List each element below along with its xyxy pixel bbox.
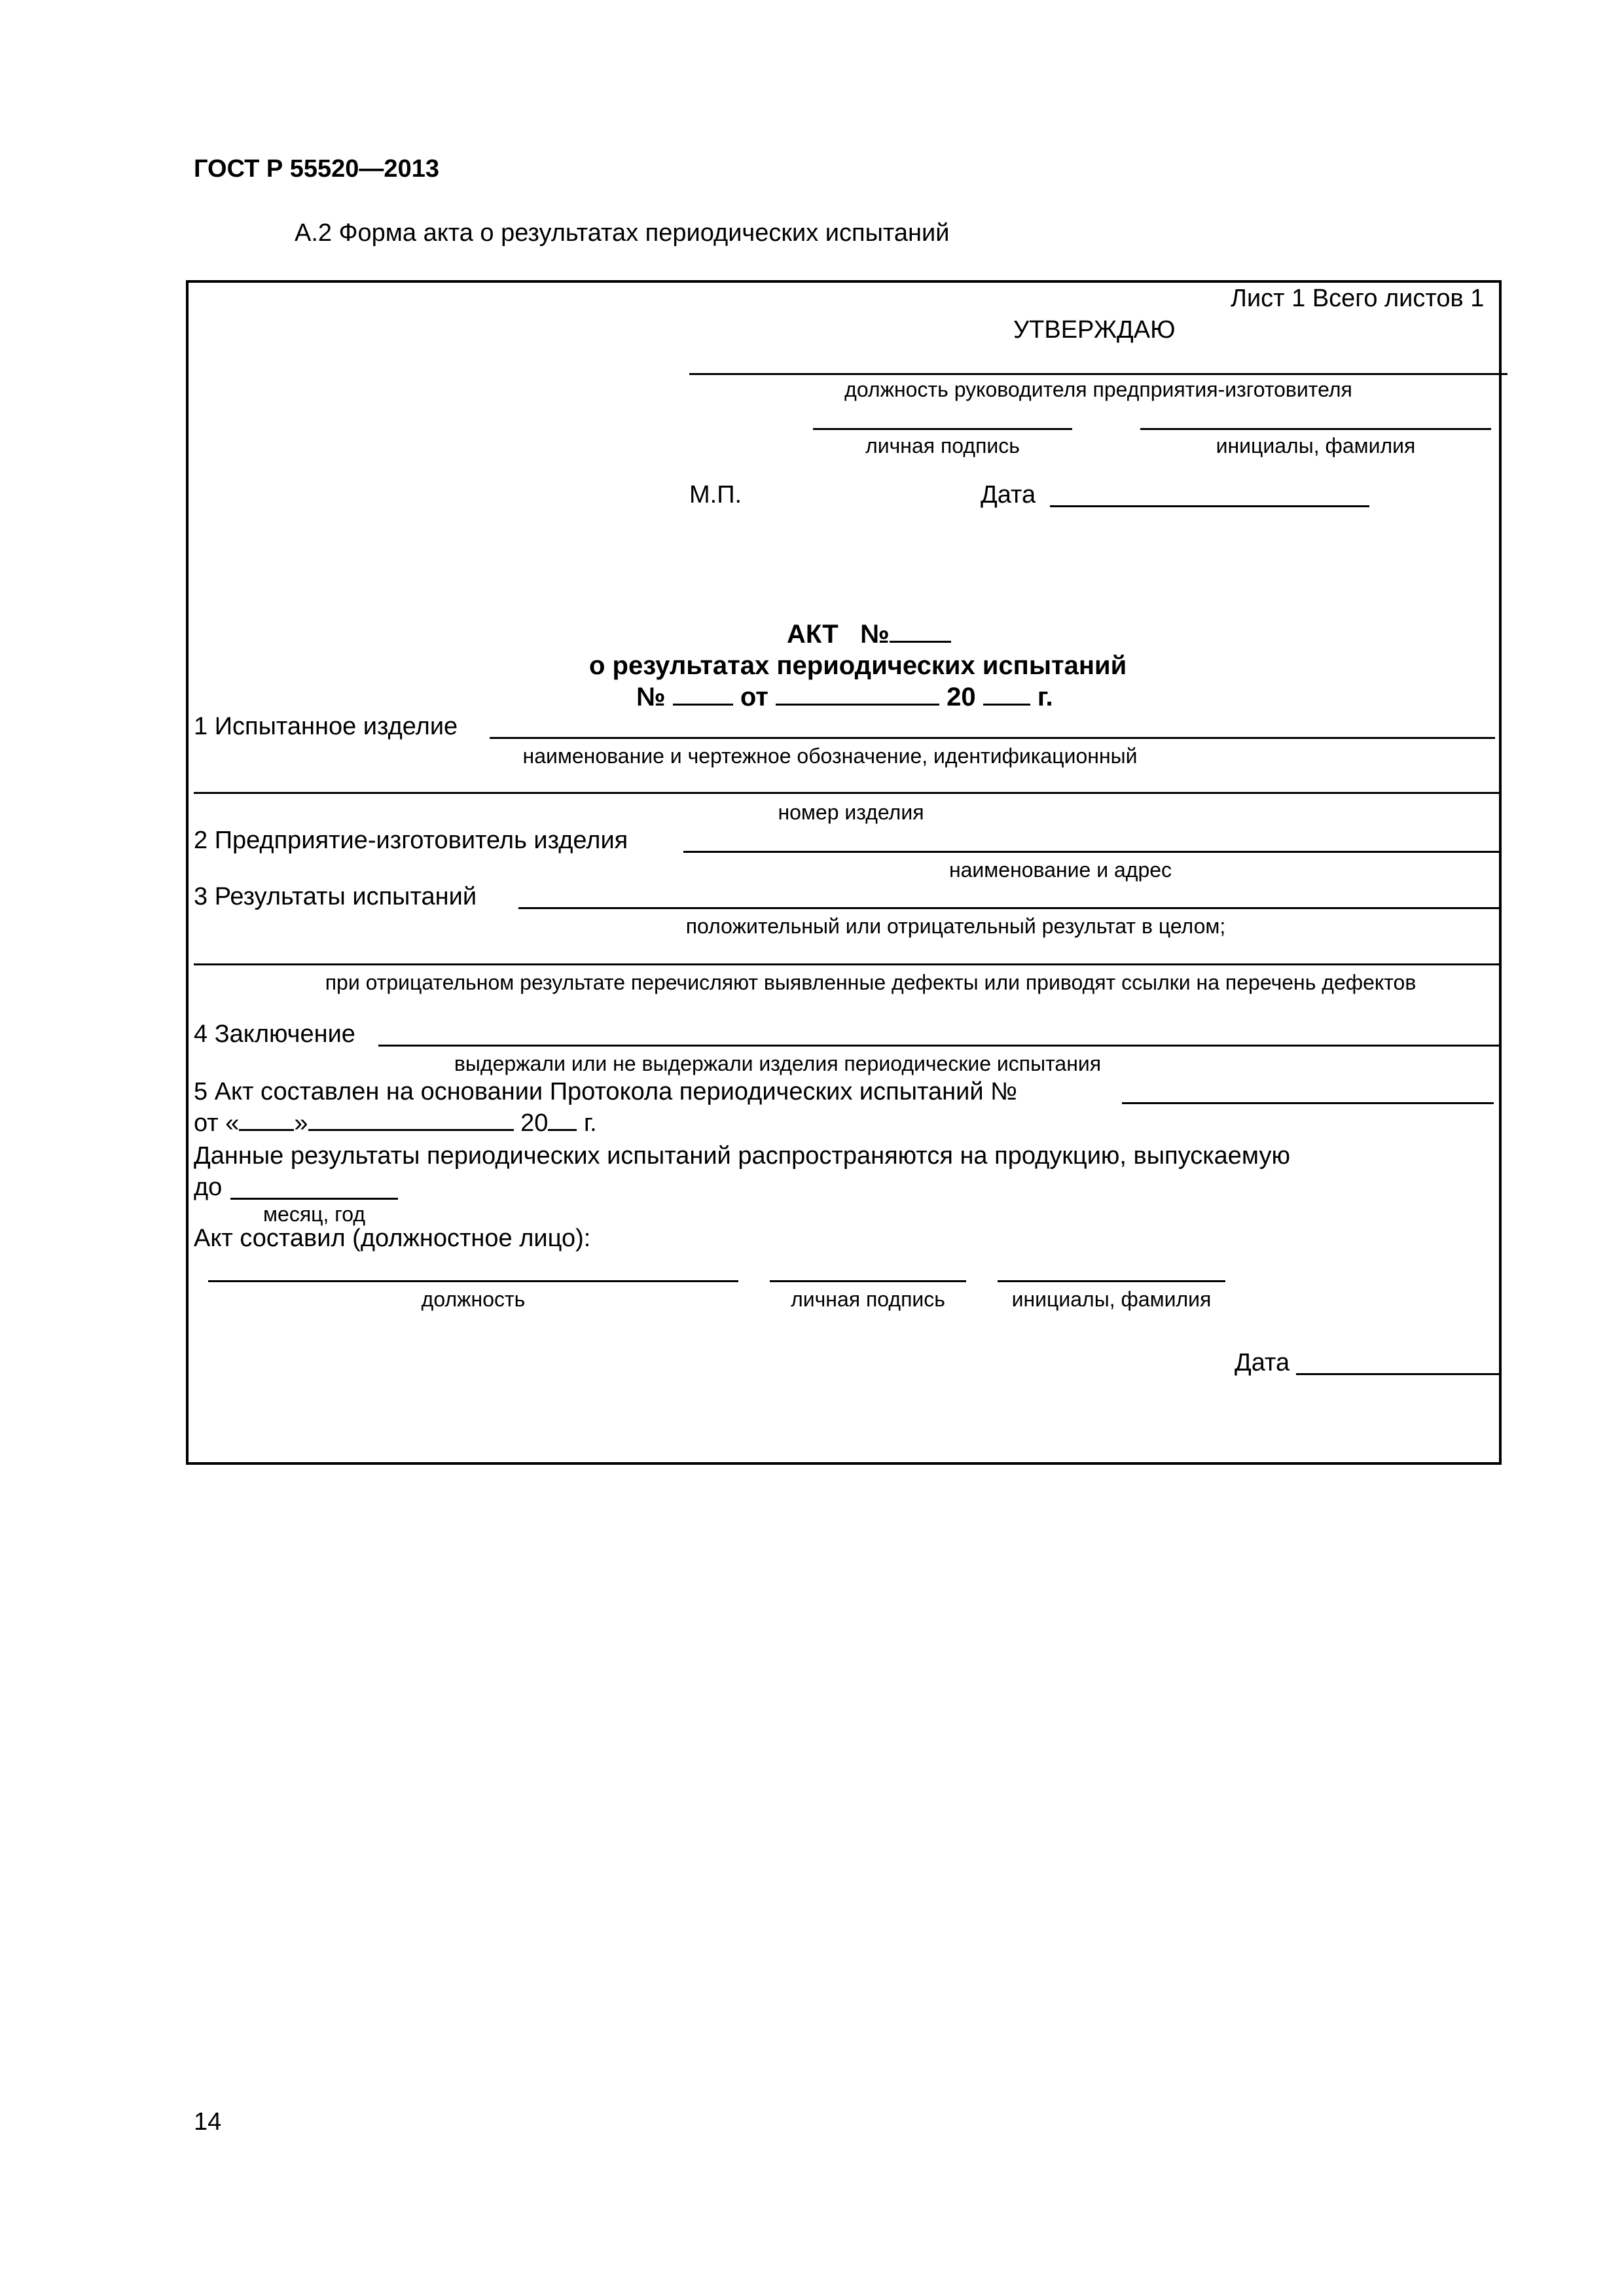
item1-label: 1 Испытанное изделие	[194, 713, 458, 740]
item3-caption2: при отрицательном результате перечисляют выявленные дефекты или приводят ссылки на перечень дефектов	[325, 971, 1416, 994]
item5-label: 5 Акт составлен на основании Протокола периодических испытаний №	[194, 1078, 1017, 1105]
signature-caption: личная подпись	[865, 434, 1020, 457]
item2-line[interactable]	[683, 851, 1502, 853]
date2-line[interactable]	[1296, 1373, 1502, 1375]
act-number-line	[636, 682, 1053, 712]
item1-caption: наименование и чертежное обозначение, идентификационный	[522, 744, 1138, 768]
until-label: до	[194, 1174, 223, 1201]
item1-line2[interactable]	[194, 792, 1500, 794]
item3-line[interactable]	[518, 907, 1502, 909]
act-number-blank[interactable]	[890, 621, 951, 643]
item2-label: 2 Предприятие-изготовитель изделия	[194, 827, 628, 854]
item5-year-blank[interactable]	[548, 1109, 577, 1131]
item5-from: от «	[194, 1109, 240, 1137]
initials-caption: инициалы, фамилия	[1216, 434, 1416, 457]
act-from: от	[740, 683, 768, 711]
post-caption: должность	[421, 1287, 526, 1311]
item4-caption: выдержали или не выдержали изделия периодические испытания	[454, 1052, 1102, 1075]
signature2-caption: личная подпись	[791, 1287, 945, 1311]
initials2-caption: инициалы, фамилия	[1011, 1287, 1212, 1311]
section-title: А.2 Форма акта о результатах периодических испытаний	[295, 219, 950, 247]
item5-g: г.	[583, 1109, 597, 1137]
sheet-info: Лист 1 Всего листов 1	[1231, 285, 1485, 312]
act-title	[787, 619, 951, 649]
stamp-label: М.П.	[689, 481, 742, 509]
item5-quote-close: »	[294, 1109, 308, 1137]
act-no-sign: №	[636, 683, 666, 711]
page-number: 14	[194, 2108, 222, 2136]
position-line[interactable]	[689, 373, 1507, 375]
item3-caption: положительный или отрицательный результат в целом;	[685, 914, 1226, 938]
act-date-blank[interactable]	[776, 684, 939, 706]
item1-caption2: номер изделия	[778, 800, 924, 824]
act-no-blank[interactable]	[673, 684, 733, 706]
item3-label: 3 Результаты испытаний	[194, 883, 477, 910]
signature2-line[interactable]	[770, 1280, 966, 1282]
date-label2: Дата	[1235, 1349, 1290, 1376]
item2-caption: наименование и адрес	[948, 858, 1172, 882]
act-g: г.	[1037, 683, 1053, 711]
act-year-blank[interactable]	[983, 684, 1030, 706]
approve-label: УТВЕРЖДАЮ	[1013, 316, 1176, 344]
item5-protocol-line[interactable]	[1122, 1102, 1494, 1104]
until-line[interactable]	[230, 1198, 398, 1200]
date-line[interactable]	[1050, 505, 1369, 507]
month-year-caption: месяц, год	[263, 1202, 365, 1226]
item5-year: 20	[520, 1109, 549, 1137]
initials-line[interactable]	[1140, 428, 1491, 430]
post-line[interactable]	[208, 1280, 738, 1282]
item4-label: 4 Заключение	[194, 1020, 355, 1048]
standard-designation: ГОСТ Р 55520—2013	[194, 155, 439, 183]
spread-text: Данные результаты периодических испытаний распространяются на продукцию, выпускаемую	[194, 1142, 1290, 1170]
item5-day-blank[interactable]	[239, 1109, 294, 1131]
act-year: 20	[947, 683, 976, 711]
item5-date-row	[194, 1109, 597, 1138]
date-label: Дата	[981, 481, 1036, 509]
act-subtitle: о результатах периодических испытаний	[589, 651, 1127, 680]
signature-line[interactable]	[813, 428, 1072, 430]
position-caption: должность руководителя предприятия-изготовителя	[844, 378, 1352, 401]
initials2-line[interactable]	[998, 1280, 1225, 1282]
item1-line[interactable]	[490, 737, 1495, 739]
item4-line[interactable]	[378, 1045, 1502, 1047]
compiled-by-label: Акт составил (должностное лицо):	[194, 1225, 591, 1252]
act-number-sign: №	[860, 620, 890, 649]
item3-line2[interactable]	[194, 963, 1500, 965]
item5-month-blank[interactable]	[308, 1109, 514, 1131]
act-title-text: АКТ	[787, 620, 839, 649]
